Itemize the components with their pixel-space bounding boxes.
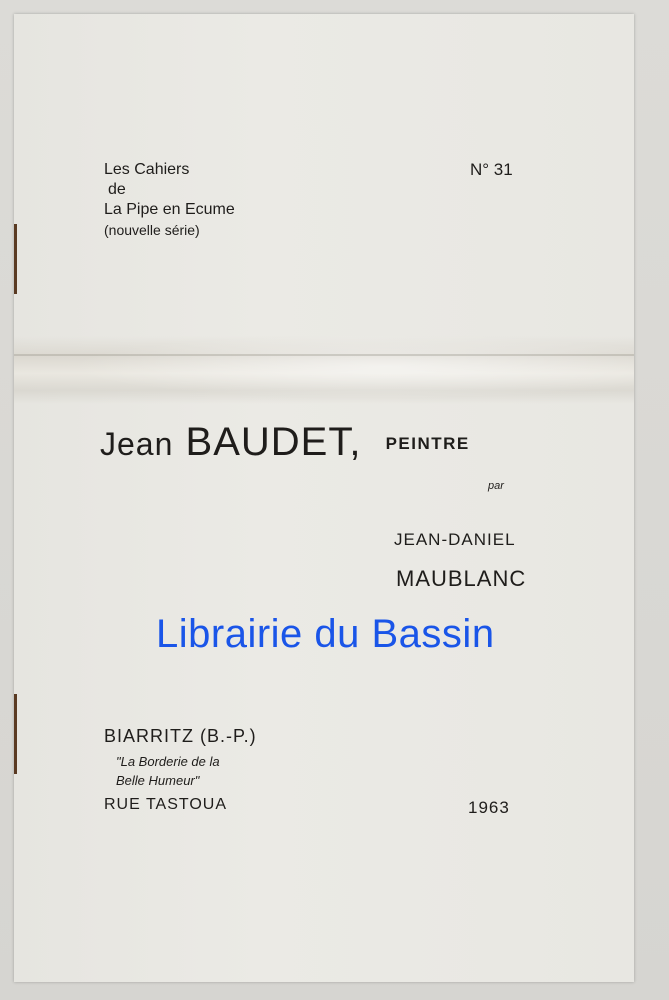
torn-strip bbox=[14, 336, 634, 404]
title-first-name: Jean bbox=[100, 426, 174, 462]
series-line-2: de bbox=[108, 181, 126, 198]
issue-number: N° 31 bbox=[470, 160, 513, 179]
bookseller-watermark: Librairie du Bassin bbox=[156, 612, 495, 656]
series-title bbox=[104, 160, 235, 240]
author-last-name: MAUBLANC bbox=[396, 566, 527, 591]
by-label: par bbox=[488, 480, 504, 492]
series-line-3: La Pipe en Ecume bbox=[104, 201, 235, 218]
title-role: PEINTRE bbox=[385, 434, 470, 453]
publisher-city: BIARRITZ (B.-P.) bbox=[104, 726, 257, 746]
staple-mark bbox=[14, 224, 17, 294]
address-line-2: Belle Humeur" bbox=[116, 773, 200, 788]
staple-mark bbox=[14, 694, 17, 774]
tear-edge bbox=[14, 354, 634, 356]
author-first-name: JEAN-DANIEL bbox=[394, 530, 516, 549]
series-line-4: (nouvelle série) bbox=[104, 222, 200, 238]
book-title bbox=[100, 420, 470, 465]
publication-year: 1963 bbox=[468, 798, 510, 817]
publisher-address bbox=[116, 752, 220, 790]
title-last-name: BAUDET, bbox=[185, 420, 362, 464]
series-line-1: Les Cahiers bbox=[104, 161, 190, 178]
publisher-street: RUE TASTOUA bbox=[104, 796, 228, 813]
address-line-1: "La Borderie de la bbox=[116, 754, 220, 769]
